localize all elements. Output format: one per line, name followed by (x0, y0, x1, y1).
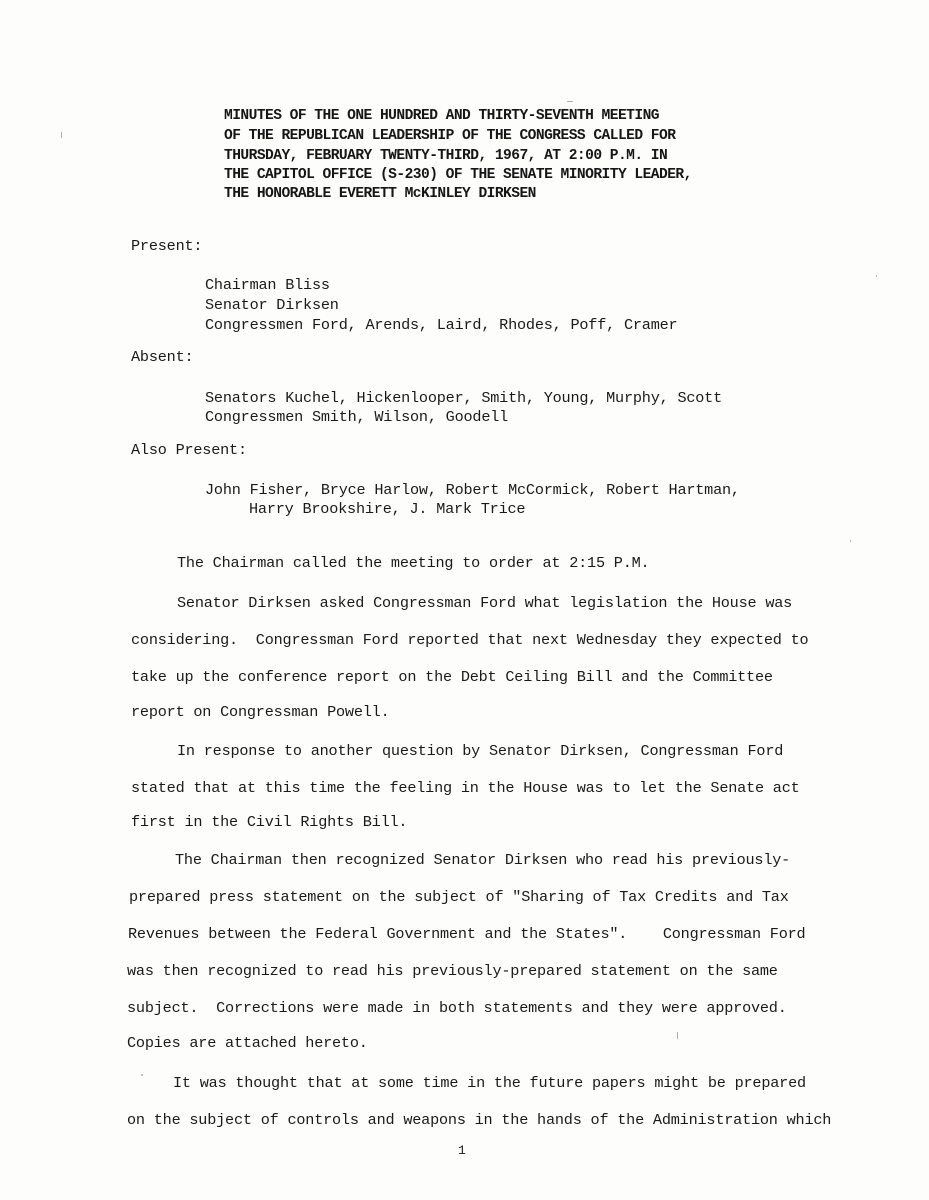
scan-speck (61, 132, 62, 138)
also-present-entry: John Fisher, Bryce Harlow, Robert McCormick, Robert Hartman, (205, 481, 740, 499)
paragraph-line: The Chairman called the meeting to order at 2:15 P.M. (177, 554, 650, 572)
paragraph-line: The Chairman then recognized Senator Dirksen who read his previously- (175, 851, 791, 869)
paragraph-line: In response to another question by Senator Dirksen, Congressman Ford (177, 742, 784, 760)
heading-line: THURSDAY, FEBRUARY TWENTY-THIRD, 1967, AT 2:00 P.M. IN (224, 148, 668, 164)
paragraph-line: Revenues between the Federal Government and the States". Congressman Ford (128, 925, 806, 943)
scan-speck (850, 540, 851, 542)
paragraph-line: first in the Civil Rights Bill. (131, 813, 408, 831)
heading-line: THE HONORABLE EVERETT McKINLEY DIRKSEN (224, 186, 536, 202)
also-present-label: Also Present: (131, 441, 247, 459)
heading-line: OF THE REPUBLICAN LEADERSHIP OF THE CONGRESS CALLED FOR (224, 128, 676, 144)
scan-speck (141, 1074, 143, 1076)
scan-speck (677, 1032, 678, 1039)
present-entry: Congressmen Ford, Arends, Laird, Rhodes, Poff, Cramer (205, 316, 678, 334)
heading-line: THE CAPITOL OFFICE (S-230) OF THE SENATE MINORITY LEADER, (224, 167, 692, 183)
paragraph-line: stated that at this time the feeling in the House was to let the Senate act (131, 779, 800, 797)
paragraph-line: subject. Corrections were made in both statements and they were approved. (127, 999, 787, 1017)
absent-entry: Senators Kuchel, Hickenlooper, Smith, Young, Murphy, Scott (205, 389, 723, 407)
paragraph-line: take up the conference report on the Debt Ceiling Bill and the Committee (131, 668, 773, 686)
present-label: Present: (131, 237, 203, 255)
paragraph-line: on the subject of controls and weapons in the hands of the Administration which (127, 1111, 832, 1129)
present-entry: Chairman Bliss (205, 276, 330, 294)
paragraph-line: prepared press statement on the subject of "Sharing of Tax Credits and Tax (129, 888, 789, 906)
page-number: 1 (458, 1143, 466, 1158)
paragraph-line: considering. Congressman Ford reported that next Wednesday they expected to (131, 631, 809, 649)
absent-entry: Congressmen Smith, Wilson, Goodell (205, 408, 509, 426)
paragraph-line: Senator Dirksen asked Congressman Ford what legislation the House was (177, 594, 793, 612)
paragraph-line: was then recognized to read his previously-prepared statement on the same (127, 962, 778, 980)
scan-speck (876, 275, 877, 277)
scan-speck (567, 101, 573, 102)
absent-label: Absent: (131, 348, 194, 366)
present-entry: Senator Dirksen (205, 296, 339, 314)
paragraph-line: It was thought that at some time in the future papers might be prepared (173, 1074, 806, 1092)
paragraph-line: Copies are attached hereto. (127, 1034, 368, 1052)
paragraph-line: report on Congressman Powell. (131, 703, 390, 721)
also-present-entry: Harry Brookshire, J. Mark Trice (249, 500, 526, 518)
heading-line: MINUTES OF THE ONE HUNDRED AND THIRTY-SEVENTH MEETING (224, 108, 660, 124)
